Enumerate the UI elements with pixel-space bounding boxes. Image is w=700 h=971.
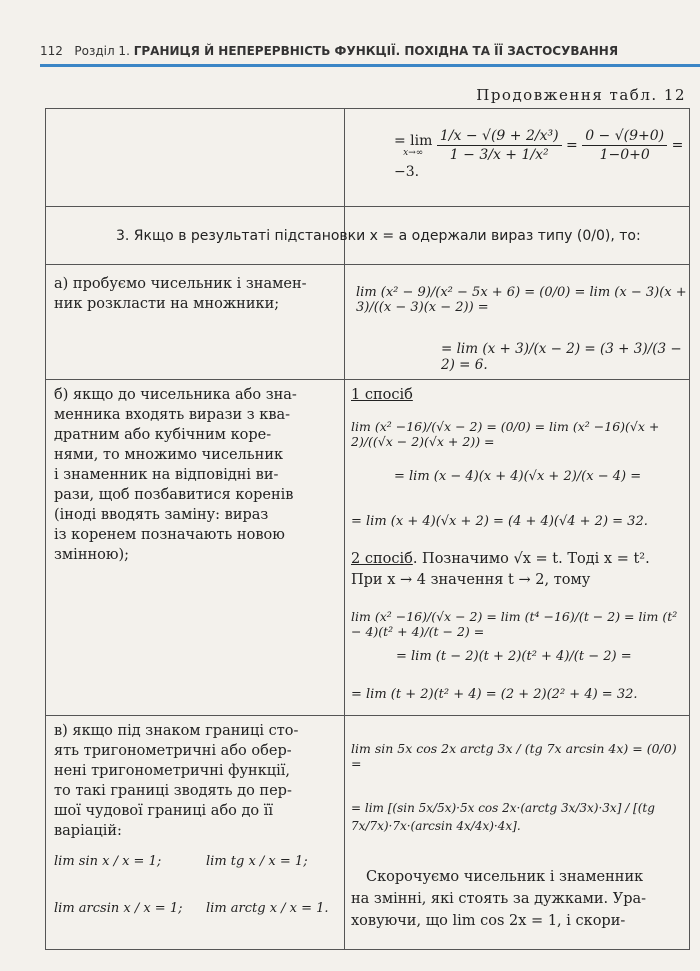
formula-top: = lim x→∞ $\frac{\text{1/x − √(9 + 2/x³)}}{\text{1 − 3/x + 1/x²}}$ = $\frac{0 - √(9+0)}{1-0+0}$ = −3. <box>394 128 684 180</box>
row-divider <box>46 206 689 207</box>
row-c-formula-2: = lim [(sin 5x/5x)·5x cos 2x·(arctg 3x/3x)·3x] / [(tg 7x/7x)·7x·(arcsin 4x/4x)·4x]. <box>351 801 655 833</box>
method-1-formula-1: lim (x² −16)/(√x − 2) = (0/0) = lim (x² −16)(√x + 2)/((√x − 2)(√x + 2)) = <box>351 419 660 449</box>
method-2-when: При x → 4 значення t → 2, тому <box>351 572 591 588</box>
row-c-line: ять тригонометричні або обер- <box>54 743 292 759</box>
method-2-substitution: . Позначимо √x = t. Тоді x = t². <box>412 551 650 567</box>
limit-arcsin: lim arcsin x / x = 1; <box>54 901 183 916</box>
row-a-formula-1: lim (x² − 9)/(x² − 5x + 6) = (0/0) = lim (x − 3)(x + 3)/((x − 3)(x − 2)) = <box>356 285 687 315</box>
row-c-formula-1: lim sin 5x cos 2x arctg 3x / (tg 7x arcsin 4x) = (0/0) = <box>351 741 677 771</box>
table-continuation-label: Продовження табл. 12 <box>476 86 686 104</box>
row-c-line: то такі границі зводять до пер- <box>54 783 292 799</box>
section-label: Розділ 1. <box>74 44 130 58</box>
row-b-line: дратним або кубічним коре- <box>54 427 272 443</box>
row-a-line: ник розкласти на множники; <box>54 296 280 312</box>
row-b-line: змінною); <box>54 547 130 563</box>
row-b-line: (іноді вводять заміну: вираз <box>54 507 269 523</box>
row-b-text <box>54 385 339 565</box>
page-number: 112 <box>40 44 63 58</box>
row-a-formula-2: = lim (x + 3)/(x − 2) = (3 + 3)/(3 − 2) = 6. <box>441 341 682 373</box>
row-b-line: б) якщо до чисельника або зна- <box>54 387 297 403</box>
method-2-formula-2: = lim (t − 2)(t + 2)(t² + 4)/(t − 2) = <box>396 649 632 664</box>
method-1-formula-2: = lim (x − 4)(x + 4)(√x + 2)/(x − 4) = <box>394 469 642 484</box>
row-c-text-1: Скорочуємо чисельник і знаменник <box>366 869 644 885</box>
header-rule <box>40 64 700 67</box>
row-a-line: а) пробуємо чисельник і знамен- <box>54 276 307 292</box>
limit-sin: lim sin x / x = 1; <box>54 854 162 869</box>
method-1-title: 1 спосіб <box>351 387 413 403</box>
row-b-line: нями, то множимо чисельник <box>54 447 284 463</box>
row-c-line: варіацій: <box>54 823 122 839</box>
row-c-line: шої чудової границі або до її <box>54 803 274 819</box>
row-c-text <box>54 721 339 841</box>
table-12 <box>45 108 690 950</box>
limit-arctg: lim arctg x / x = 1. <box>206 901 329 916</box>
row-c-text-2: на змінні, які стоять за дужками. Ура- <box>351 891 647 907</box>
row-c-line: нені тригонометричні функції, <box>54 763 290 779</box>
limit-tg: lim tg x / x = 1; <box>206 854 308 869</box>
method-2-title: 2 спосіб <box>351 551 413 567</box>
row-b-line: менника входять вирази з ква- <box>54 407 291 423</box>
row-divider <box>46 264 689 265</box>
row-c-text-3: ховуючи, що lim cos 2x = 1, і скори- <box>351 913 626 929</box>
row3-heading: 3. Якщо в результаті підстановки x = a одержали вираз типу (0/0), то: <box>116 228 641 244</box>
page-header <box>40 44 618 58</box>
method-2-formula-3: = lim (t + 2)(t² + 4) = (2 + 2)(2² + 4) = 32. <box>351 687 638 702</box>
row-b-line: рази, щоб позбавитися коренів <box>54 487 294 503</box>
method-1-formula-3: = lim (x + 4)(√x + 2) = (4 + 4)(√4 + 2) = 32. <box>351 514 648 529</box>
row-a-text <box>54 274 339 314</box>
row-divider <box>46 379 689 380</box>
method-2-formula-1: lim (x² −16)/(√x − 2) = lim (t⁴ −16)/(t − 2) = lim (t² − 4)(t² + 4)/(t − 2) = <box>351 609 678 639</box>
section-title: ГРАНИЦЯ Й НЕПЕРЕРВНІСТЬ ФУНКЦІЇ. ПОХІДНА ТА ЇЇ ЗАСТОСУВАННЯ <box>133 44 619 58</box>
method-2-intro <box>351 549 650 569</box>
row-divider <box>46 715 689 716</box>
row-b-line: із коренем позначають новою <box>54 527 285 543</box>
row-b-line: і знаменник на відповідні ви- <box>54 467 279 483</box>
row-c-line: в) якщо під знаком границі сто- <box>54 723 299 739</box>
